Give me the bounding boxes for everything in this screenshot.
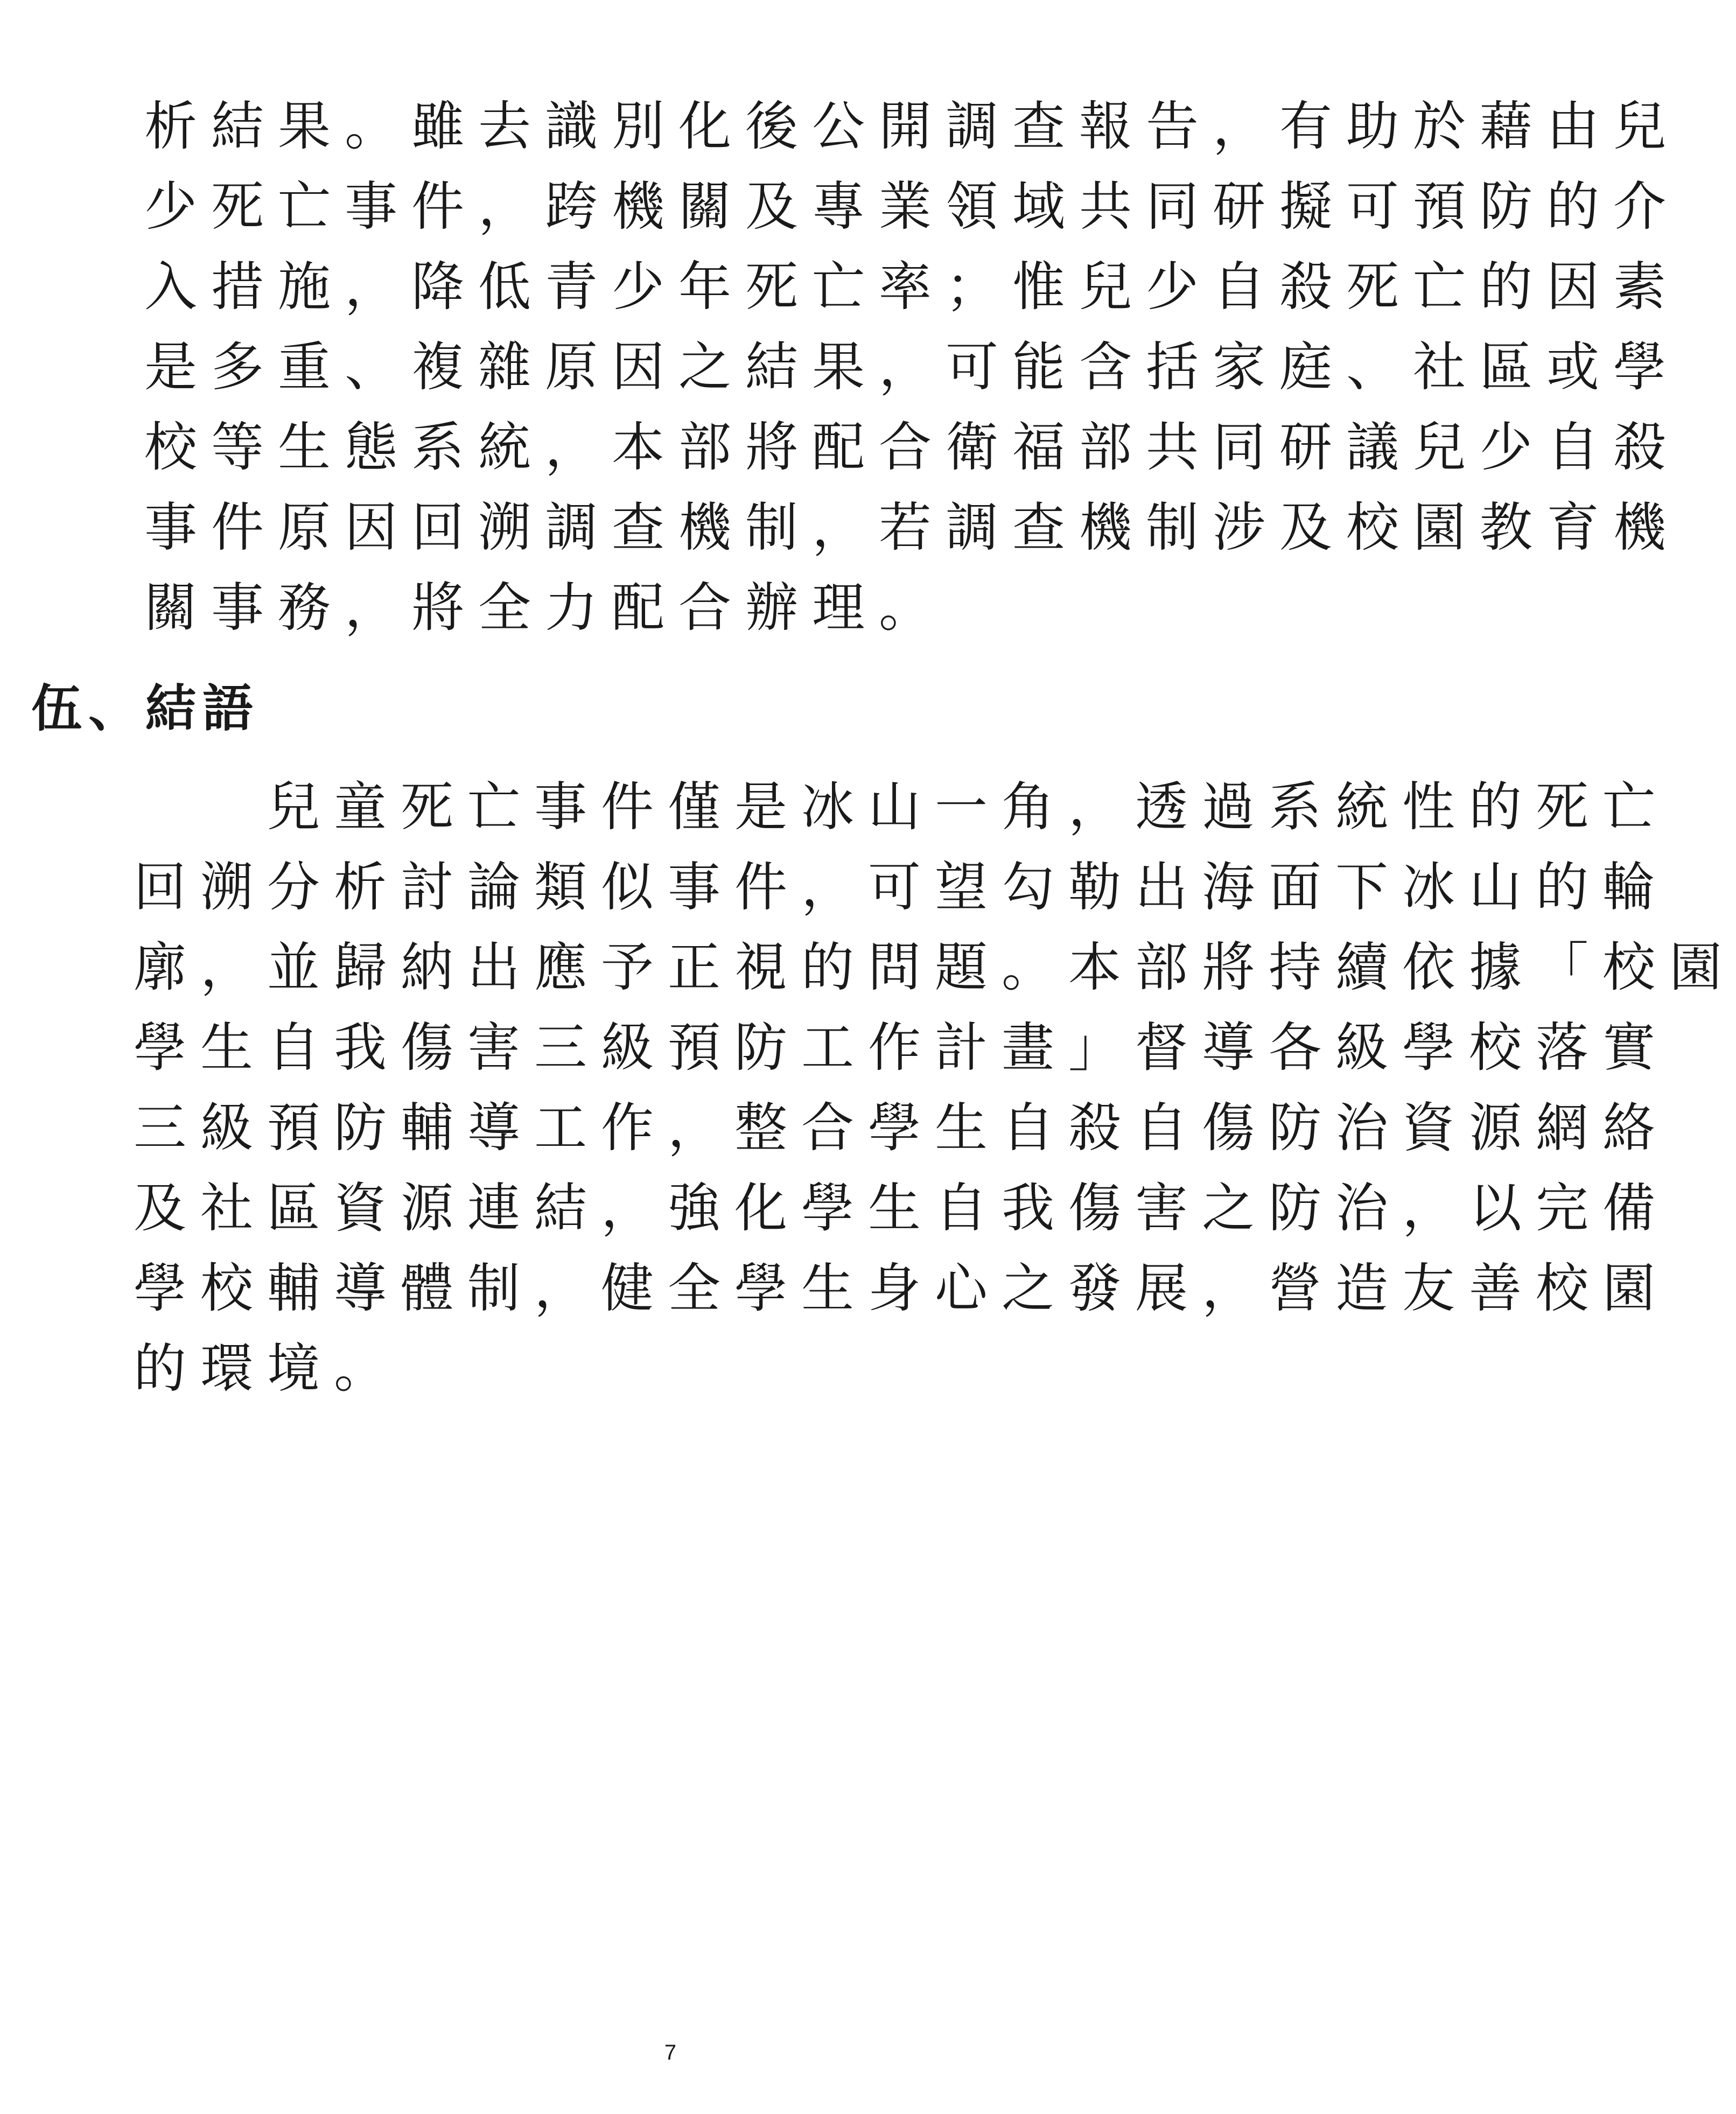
page-number: 7	[664, 2041, 677, 2064]
paragraph-line: 及社區資源連結，強化學生自我傷害之防治，以完備	[134, 1178, 1670, 1239]
paragraph-line: 校等生態系統，本部將配合衛福部共同研議兒少自殺	[144, 417, 1681, 478]
paragraph-line: 入措施，降低青少年死亡率；惟兒少自殺死亡的因素	[144, 256, 1681, 318]
paragraph-line: 三級預防輔導工作，整合學生自殺自傷防治資源網絡	[134, 1097, 1670, 1159]
paragraph-line: 是多重、複雜原因之結果，可能含括家庭、社區或學	[144, 337, 1681, 398]
paragraph-line: 廓，並歸納出應予正視的問題。本部將持續依據「校園	[134, 937, 1736, 998]
paragraph-line: 學校輔導體制，健全學生身心之發展，營造友善校園	[134, 1258, 1670, 1319]
paragraph-line: 回溯分析討論類似事件，可望勾勒出海面下冰山的輪	[134, 857, 1670, 918]
paragraph-line: 學生自我傷害三級預防工作計畫」督導各級學校落實	[134, 1017, 1670, 1079]
paragraph-line: 兒童死亡事件僅是冰山一角，透過系統性的死亡	[134, 776, 1670, 838]
paragraph-line: 的環境。	[134, 1338, 401, 1399]
section-5-heading: 伍、結語	[31, 680, 260, 738]
paragraph-line: 事件原因回溯調查機制，若調查機制涉及校園教育機	[144, 497, 1681, 558]
paragraph-line: 少死亡事件，跨機關及專業領域共同研擬可預防的介	[144, 176, 1681, 237]
paragraph-line: 析結果。雖去識別化後公開調查報告，有助於藉由兒	[144, 96, 1681, 157]
paragraph-line: 關事務，將全力配合辦理。	[144, 577, 946, 639]
